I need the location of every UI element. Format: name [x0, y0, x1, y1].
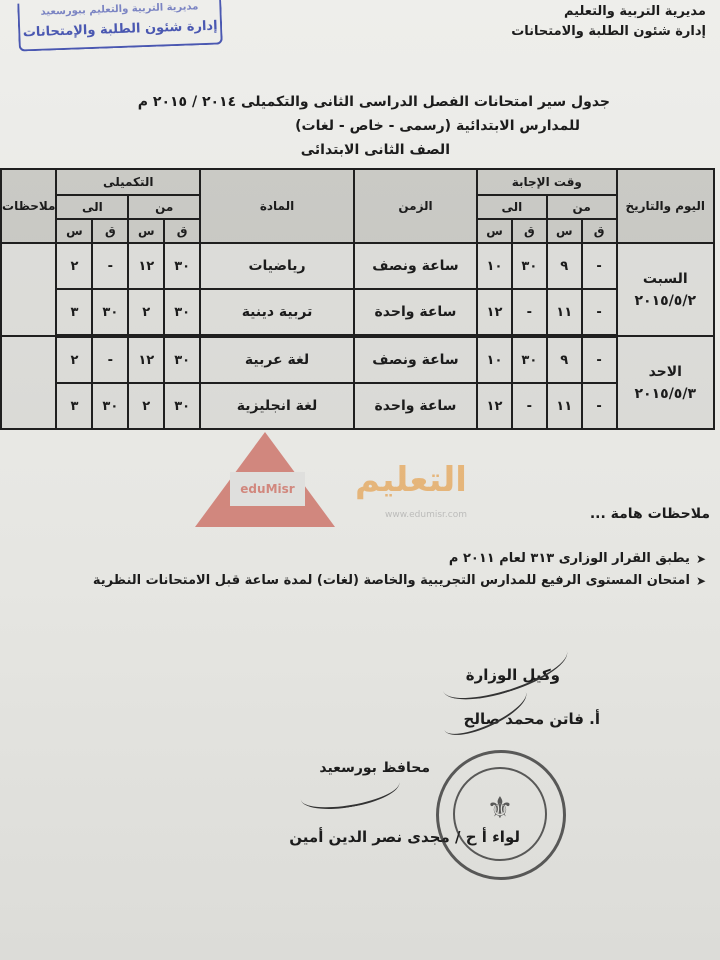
stamp-line-2: إدارة شئون الطلبة والإمتحانات — [22, 18, 218, 41]
exam-schedule-table — [0, 168, 715, 430]
day-name: السبت — [642, 270, 688, 287]
undersecretary-name: أ. فاتن محمد صالح — [463, 710, 600, 728]
header-day-date: اليوم والتاريخ — [617, 169, 714, 243]
from-minute: - — [582, 243, 617, 289]
directorate-name: مديرية التربية والتعليم — [563, 4, 706, 19]
supp-from-hour: ٢ — [128, 383, 164, 429]
supp-from-minute: ٣٠ — [164, 336, 200, 383]
notes-cell — [1, 243, 56, 336]
duration-cell: ساعة واحدة — [354, 289, 477, 336]
governor-name: لواء أ ح / مجدى نصر الدين أمين — [289, 828, 520, 846]
document-header — [511, 2, 706, 42]
header-minute: ق — [582, 219, 617, 243]
header-notes: ملاحظات — [1, 169, 56, 243]
seal-inner-ring — [453, 767, 547, 861]
header-from: من — [547, 195, 617, 219]
to-hour: ١٠ — [477, 243, 512, 289]
header-to: الى — [477, 195, 547, 219]
supp-to-hour: ٢ — [56, 243, 92, 289]
supp-from-minute: ٣٠ — [164, 383, 200, 429]
table-row — [1, 243, 714, 289]
supp-to-minute: - — [92, 336, 128, 383]
supp-to-minute: - — [92, 243, 128, 289]
document-title — [110, 90, 610, 162]
supp-to-hour: ٣ — [56, 289, 92, 336]
to-minute: ٣٠ — [512, 243, 547, 289]
note-text: يطبق القرار الوزارى ٣١٣ لعام ٢٠١١ م — [448, 551, 690, 566]
to-hour: ١٠ — [477, 336, 512, 383]
from-minute: - — [582, 289, 617, 336]
day-date-cell — [617, 243, 714, 336]
notes-list — [26, 548, 706, 592]
supp-from-minute: ٣٠ — [164, 243, 200, 289]
title-line-1: جدول سير امتحانات الفصل الدراسى الثانى والتكميلى ٢٠١٤ / ٢٠١٥ م — [137, 94, 610, 110]
supp-from-hour: ٢ — [128, 289, 164, 336]
supp-from-hour: ١٢ — [128, 336, 164, 383]
department-stamp — [17, 0, 223, 52]
to-minute: - — [512, 289, 547, 336]
supp-to-minute: ٣٠ — [92, 383, 128, 429]
list-item — [26, 570, 706, 592]
duration-cell: ساعة ونصف — [354, 243, 477, 289]
day-name: الاحد — [648, 363, 682, 380]
header-subject: المادة — [200, 169, 354, 243]
supp-from-hour: ١٢ — [128, 243, 164, 289]
from-hour: ٩ — [547, 243, 582, 289]
to-hour: ١٢ — [477, 383, 512, 429]
supp-to-minute: ٣٠ — [92, 289, 128, 336]
site-watermark — [185, 432, 525, 532]
subject-cell: لغة عربية — [200, 336, 354, 383]
from-hour: ١١ — [547, 289, 582, 336]
table-row — [1, 383, 714, 429]
header-supp-to: الى — [56, 195, 128, 219]
header-supp-from: من — [128, 195, 200, 219]
day-date-cell — [617, 336, 714, 429]
stamp-line-1: مديرية التربية والتعليم ببورسعيد — [40, 1, 199, 18]
duration-cell: ساعة واحدة — [354, 383, 477, 429]
list-item — [26, 548, 706, 570]
day-date: ٢٠١٥/٥/٣ — [634, 385, 697, 402]
to-hour: ١٢ — [477, 289, 512, 336]
bullet-icon: ➤ — [695, 552, 706, 566]
header-supplementary: التكميلى — [56, 169, 200, 195]
subject-cell: لغة انجليزية — [200, 383, 354, 429]
table-row — [1, 336, 714, 383]
title-line-2: للمدارس الابتدائية (رسمى - خاص - لغات) — [295, 118, 580, 134]
to-minute: ٣٠ — [512, 336, 547, 383]
watermark-logo: eduMisr — [230, 472, 305, 506]
supp-to-hour: ٣ — [56, 383, 92, 429]
header-duration: الزمن — [354, 169, 477, 243]
header-minute: ق — [164, 219, 200, 243]
header-minute: ق — [512, 219, 547, 243]
to-minute: - — [512, 383, 547, 429]
from-hour: ١١ — [547, 383, 582, 429]
from-hour: ٩ — [547, 336, 582, 383]
from-minute: - — [582, 383, 617, 429]
official-seal — [436, 750, 566, 880]
bullet-icon: ➤ — [695, 574, 706, 588]
title-line-3: الصف الثانى الابتدائى — [300, 142, 450, 158]
from-minute: - — [582, 336, 617, 383]
watermark-text: التعليم — [355, 460, 467, 500]
subject-cell: رياضيات — [200, 243, 354, 289]
subject-cell: تربية دينية — [200, 289, 354, 336]
header-hour: س — [547, 219, 582, 243]
department-name: إدارة شئون الطلبة والامتحانات — [511, 24, 706, 39]
eagle-icon: ⚜ — [486, 791, 514, 826]
note-text: امتحان المستوى الرفيع للمدارس التجريبية والخاصة (لغات) لمدة ساعة قبل الامتحانات النظرية — [92, 573, 690, 588]
notes-cell — [1, 336, 56, 429]
table-row — [1, 289, 714, 336]
supp-to-hour: ٢ — [56, 336, 92, 383]
header-hour: س — [128, 219, 164, 243]
day-date: ٢٠١٥/٥/٢ — [634, 292, 697, 309]
header-hour: س — [56, 219, 92, 243]
header-answer-time: وقت الإجابة — [477, 169, 617, 195]
header-minute: ق — [92, 219, 128, 243]
duration-cell: ساعة ونصف — [354, 336, 477, 383]
governor-title: محافظ بورسعيد — [319, 760, 430, 776]
watermark-url: www.edumisr.com — [385, 510, 467, 520]
supp-from-minute: ٣٠ — [164, 289, 200, 336]
undersecretary-title: وكيل الوزارة — [465, 666, 560, 684]
header-hour: س — [477, 219, 512, 243]
notes-title: ملاحظات هامة ... — [589, 506, 710, 522]
handwritten-signature — [298, 767, 402, 816]
